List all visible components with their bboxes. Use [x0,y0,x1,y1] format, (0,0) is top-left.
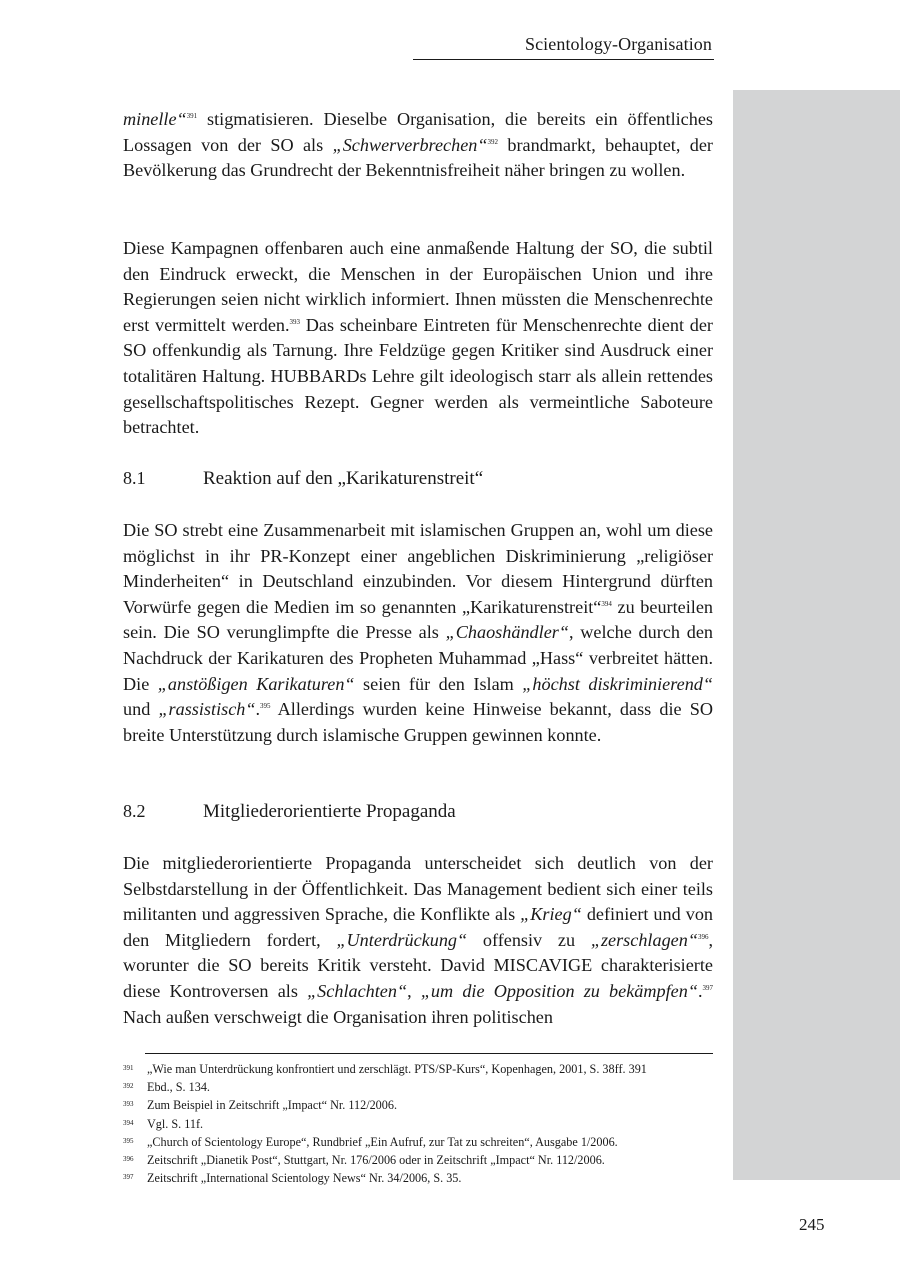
section-number: 8.2 [123,801,146,821]
footnote-text: Vgl. S. 11f. [147,1116,204,1131]
footnote-text: Zum Beispiel in Zeitschrift „Impact“ Nr. 112/2006. [147,1098,398,1113]
italic-quote: minelle“ [123,109,187,129]
footnote-text: Zeitschrift „International Scientology News“ Nr. 34/2006, S. 35. [147,1171,462,1186]
running-head: Scientology-Organisation [524,34,712,54]
text-run: . [255,699,261,720]
italic-quote: „zerschlagen“ [590,929,698,950]
paragraph [123,851,713,1030]
footnote-reference: 393 [289,317,301,326]
footnote-reference: 392 [487,137,498,146]
italic-quote: „anstößigen Karikaturen“ [157,673,355,694]
text-run: , [407,980,421,1001]
text-run: Das scheinbare Eintreten für Menschenrechte dient der SO offenkundig als Tarnung. Ihre Feldzüge gegen Kritiker sind Ausdruck einer totalitären Haltung. HUBBARDs Lehre gilt ideologisch starr als allein rettendes gesellschaftspolitisches Rezept. Gegner werden als vermeintliche Saboteure betrachtet. [123,314,713,438]
footnote-reference: 395 [260,702,271,711]
footnote-reference: 391 [186,112,198,120]
margin-gray-band [733,90,900,1180]
footnote-number: 397 [123,1173,134,1182]
header-rule [413,59,714,60]
footnote-reference: 394 [601,599,612,608]
footnote [123,1115,713,1133]
italic-quote: „höchst diskriminierend“ [522,673,714,694]
italic-quote: „Schlachten“ [307,980,408,1001]
footnote-rule [145,1053,713,1054]
text-run: Diese Kampagnen offenbaren auch eine anmaßende Haltung der SO, die subtil den Eindruck erweckt, die Menschen in der Europäischen Union und ihre Regierungen seien nicht wirklich informiert. Ihnen müssten die Menschenrechte erst vermittelt werden. [123,238,713,335]
footnote [123,1169,713,1187]
italic-quote: „Schwerverbrechen“ [332,134,488,155]
text-run: Die mitgliederorientierte Propaganda unterscheidet sich deutlich von der Selbstdarstellung in der Öffentlichkeit. Das Management bedient sich einer teils militanten und aggressiven Sprache, die Konflikte als [123,853,713,925]
footnote-number: 392 [123,1082,134,1091]
italic-quote: „Krieg“ [520,904,582,925]
section-title: Reaktion auf den „Karikaturenstreit“ [203,468,484,489]
footnote-number: 391 [123,1064,134,1072]
footnote-number: 396 [123,1155,134,1164]
text-run: stigmatisieren. Dieselbe Organisation, die bereits ein öffentliches Lossagen von der SO als [123,109,713,155]
paragraph [123,236,713,441]
text-run: seien für den Islam [354,673,523,694]
footnote-reference: 396 [697,932,709,941]
section-title: Mitgliederorientierte Propaganda [203,801,456,822]
italic-quote: „rassistisch“ [158,699,256,720]
text-run: Nach außen verschweigt die Organisation ihren politischen [123,1006,553,1027]
footnote-number: 393 [123,1100,134,1109]
footnote [123,1096,713,1114]
paragraph [123,518,713,748]
footnote [123,1151,713,1169]
text-run: brandmarkt, behauptet, der Bevölkerung das Grundrecht der Bekenntnisfreiheit näher bringen zu wollen. [123,134,713,181]
footnote-text: Zeitschrift „Dianetik Post“, Stuttgart, Nr. 176/2006 oder in Zeitschrift „Impact“ Nr. 112/2006. [147,1153,605,1168]
text-run: Die SO strebt eine Zusammenarbeit mit islamischen Gruppen an, wohl um diese möglichst in ihr PR-Konzept einer angeblichen Diskriminierung „religiöser Minderheiten“ in Deutschland einzubinden. Vor diesem Hintergrund dürften Vorwürfe gegen die Medien im so genannten „Karikaturenstreit“ [123,520,713,617]
footnote-reference: 397 [702,983,713,992]
text-run: zu beurteilen sein. Die SO verunglimpfte die Presse als [123,596,713,643]
text-run: , welche durch den Nachdruck der Karikaturen des Propheten Muhammad „Hass“ verbreitet hätten. Die [123,622,713,694]
footnote-text: „Wie man Unterdrückung konfrontiert und zerschlägt. PTS/SP-Kurs“, Kopenhagen, 2001, S. 38ff. 391 [147,1062,647,1076]
footnote-text: „Church of Scientology Europe“, Rundbrief „Ein Aufruf, zur Tat zu schreiten“, Ausgabe 1/2006. [147,1134,618,1149]
italic-quote: „um die Opposition zu bekämpfen“ [420,980,698,1001]
footnote [123,1133,713,1151]
text-run: offensiv zu [467,929,591,950]
text-run: und [123,699,159,720]
text-run: definiert und von den Mitgliedern fordert, [123,904,714,950]
section-number: 8.1 [123,468,146,488]
page-number: 245 [799,1215,825,1234]
text-run: Allerdings wurden keine Hinweise bekannt, dass die SO breite Unterstützung durch islamische Gruppen gewinnen konnte. [123,699,714,745]
italic-quote: „Unterdrückung“ [336,929,468,950]
footnote-text: Ebd., S. 134. [147,1080,210,1095]
footnote [123,1078,713,1096]
footnotes [123,1060,713,1187]
text-run: , worunter die SO bereits Kritik versteht. David MISCAVIGE charakterisierte diese Kontroversen als [123,929,713,1001]
footnote-number: 394 [123,1118,134,1127]
footnote [123,1060,713,1078]
italic-quote: „Chaoshändler“ [445,622,569,643]
paragraph [123,107,713,184]
text-run: . [697,980,703,1001]
footnote-number: 395 [123,1136,134,1145]
